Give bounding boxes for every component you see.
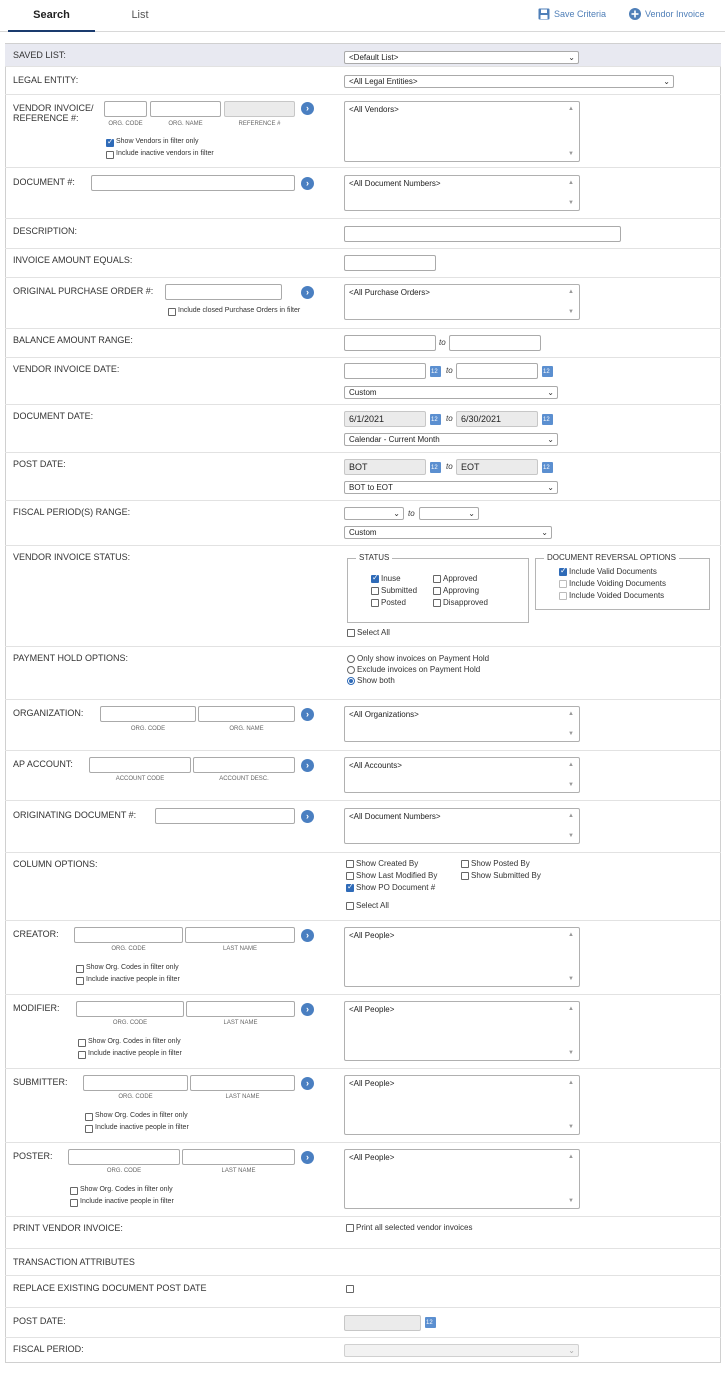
document-label: DOCUMENT #:	[13, 177, 75, 187]
creator-list-item: <All People>	[349, 931, 395, 940]
description-label: DESCRIPTION:	[13, 226, 78, 236]
scroll-down-icon: ▼	[568, 309, 574, 315]
vendor-list-item: <All Vendors>	[349, 105, 399, 114]
creator-show-codes-label: Show Org. Codes in filter only	[86, 964, 179, 971]
poster-label: POSTER:	[13, 1151, 53, 1161]
scroll-up-icon: ▲	[568, 1154, 574, 1160]
balance-from-input[interactable]	[344, 335, 436, 351]
add-circle-icon	[629, 8, 641, 20]
document-list-item: <All Document Numbers>	[349, 179, 441, 188]
include-voiding-label: Include Voiding Documents	[569, 579, 666, 588]
post-date-2-input[interactable]	[344, 1315, 421, 1331]
chevron-down-icon: ⌄	[541, 528, 548, 537]
scroll-down-icon: ▼	[568, 1124, 574, 1130]
exclude-hold-label: Exclude invoices on Payment Hold	[357, 665, 481, 674]
fiscal-preset-value: Custom	[349, 528, 377, 537]
poster-include-inactive-label: Include inactive people in filter	[80, 1198, 174, 1205]
account-code-input[interactable]	[89, 757, 191, 773]
scroll-down-icon: ▼	[568, 976, 574, 982]
show-po-doc-label: Show PO Document #	[356, 883, 436, 892]
org-name-sub: ORG. NAME	[229, 726, 264, 732]
originating-doc-input[interactable]	[155, 808, 295, 824]
originating-doc-label: ORIGINATING DOCUMENT #:	[13, 810, 137, 820]
reversal-legend: DOCUMENT REVERSAL OPTIONS	[544, 553, 679, 562]
status-select-all-label: Select All	[357, 628, 390, 637]
document-date-label: DOCUMENT DATE:	[13, 411, 94, 421]
include-inactive-vendors-checkbox[interactable]	[106, 151, 114, 159]
scroll-down-icon: ▼	[568, 782, 574, 788]
dd-preset-select[interactable]	[344, 433, 558, 446]
save-criteria-label: Save Criteria	[554, 9, 607, 19]
include-voiding-checkbox[interactable]	[559, 580, 567, 588]
submitter-include-inactive-label: Include inactive people in filter	[95, 1124, 189, 1131]
submitted-label: Submitted	[381, 586, 418, 595]
organization-label: ORGANIZATION:	[13, 708, 84, 718]
document-input[interactable]	[91, 175, 295, 191]
status-label: VENDOR INVOICE STATUS:	[13, 552, 131, 562]
show-submitted-by-checkbox[interactable]	[461, 872, 469, 880]
dd-preset-value: Calendar - Current Month	[349, 435, 440, 444]
chevron-down-icon: ⌄	[547, 388, 554, 397]
creator-include-inactive-label: Include inactive people in filter	[86, 976, 180, 983]
top-bar	[0, 0, 725, 32]
calendar-icon[interactable]	[430, 462, 441, 473]
vendor-invoice-label: Vendor Invoice	[645, 9, 705, 19]
organization-list[interactable]	[344, 706, 580, 742]
disapproved-label: Disapproved	[443, 598, 488, 607]
poster-org-code-sub: ORG. CODE	[106, 1168, 142, 1174]
balance-range-label: BALANCE AMOUNT RANGE:	[13, 335, 133, 345]
balance-to-label: to	[439, 338, 446, 347]
organization-list-item: <All Organizations>	[349, 710, 419, 719]
legal-entity-value: <All Legal Entities>	[349, 77, 418, 86]
dd-to-label: to	[446, 414, 453, 423]
post-date-2-label: POST DATE:	[13, 1316, 66, 1326]
scroll-down-icon: ▼	[568, 833, 574, 839]
include-closed-po-checkbox[interactable]	[168, 308, 176, 316]
ap-account-label: AP ACCOUNT:	[13, 759, 73, 769]
vendor-label-1: VENDOR INVOICE/	[13, 103, 94, 113]
document-list[interactable]	[344, 175, 580, 211]
scroll-down-icon: ▼	[568, 200, 574, 206]
show-submitted-by-label: Show Submitted By	[471, 871, 541, 880]
chevron-down-icon: ⌄	[547, 435, 554, 444]
show-modified-checkbox[interactable]	[346, 872, 354, 880]
chevron-down-icon: ⌄	[393, 509, 400, 518]
show-both-radio[interactable]	[347, 677, 355, 685]
include-inactive-vendors-label: Include inactive vendors in filter	[116, 150, 214, 157]
modifier-org-code-input[interactable]	[76, 1001, 184, 1017]
vendor-org-name-input[interactable]	[150, 101, 221, 117]
modifier-include-inactive-checkbox[interactable]	[78, 1051, 86, 1059]
chevron-down-icon: ⌄	[468, 509, 475, 518]
fiscal-period-select[interactable]	[344, 1344, 579, 1357]
scroll-up-icon: ▲	[568, 813, 574, 819]
print-label: PRINT VENDOR INVOICE:	[13, 1223, 123, 1233]
tab-search[interactable]: Search	[8, 0, 95, 32]
approved-checkbox[interactable]	[433, 575, 441, 583]
legal-entity-select[interactable]	[344, 75, 674, 88]
transaction-attributes-label: TRANSACTION ATTRIBUTES	[13, 1257, 135, 1267]
creator-label: CREATOR:	[13, 929, 59, 939]
originating-doc-go-icon[interactable]: ›	[301, 810, 314, 823]
submitter-show-codes-label: Show Org. Codes in filter only	[95, 1112, 188, 1119]
vid-from-input[interactable]	[344, 363, 426, 379]
tab-list[interactable]: List	[131, 9, 149, 21]
calendar-icon[interactable]	[542, 462, 553, 473]
scroll-down-icon: ▼	[568, 1198, 574, 1204]
save-criteria-link[interactable]	[538, 8, 606, 20]
submitter-list-item: <All People>	[349, 1079, 395, 1088]
calendar-icon[interactable]	[542, 366, 553, 377]
creator-show-codes-checkbox[interactable]	[76, 965, 84, 973]
vendor-org-code-input[interactable]	[104, 101, 147, 117]
include-valid-label: Include Valid Documents	[569, 567, 657, 576]
columns-select-all-checkbox[interactable]	[346, 902, 354, 910]
scroll-up-icon: ▲	[568, 1080, 574, 1086]
scroll-up-icon: ▲	[568, 1006, 574, 1012]
status-select-all-checkbox[interactable]	[347, 629, 355, 637]
pd-from-input[interactable]: BOT	[344, 459, 426, 475]
show-modified-label: Show Last Modified By	[356, 871, 438, 880]
creator-last-name-input[interactable]	[185, 927, 295, 943]
modifier-show-codes-label: Show Org. Codes in filter only	[88, 1038, 181, 1045]
dd-from-input[interactable]: 6/1/2021	[344, 411, 426, 427]
invoice-amount-label: INVOICE AMOUNT EQUALS:	[13, 255, 133, 265]
saved-list-label: SAVED LIST:	[13, 50, 66, 60]
vid-preset-value: Custom	[349, 388, 377, 397]
poster-go-icon[interactable]: ›	[301, 1151, 314, 1164]
scroll-up-icon: ▲	[568, 762, 574, 768]
saved-list-select[interactable]	[344, 51, 579, 64]
include-voided-label: Include Voided Documents	[569, 591, 665, 600]
print-all-label: Print all selected vendor invoices	[356, 1223, 473, 1232]
sub-org-code: ORG. CODE	[108, 121, 143, 127]
include-voided-checkbox[interactable]	[559, 592, 567, 600]
only-hold-label: Only show invoices on Payment Hold	[357, 654, 490, 663]
vendor-list[interactable]	[344, 101, 580, 162]
modifier-list[interactable]	[344, 1001, 580, 1061]
save-icon	[538, 8, 550, 20]
show-po-doc-checkbox[interactable]	[346, 884, 354, 892]
vid-preset-select[interactable]	[344, 386, 558, 399]
original-po-list-item: <All Purchase Orders>	[349, 288, 430, 297]
description-input[interactable]	[344, 226, 621, 242]
approving-checkbox[interactable]	[433, 587, 441, 595]
fiscal-preset-select[interactable]	[344, 526, 552, 539]
org-code-input[interactable]	[100, 706, 196, 722]
vid-to-input[interactable]	[456, 363, 538, 379]
organization-go-icon[interactable]: ›	[301, 708, 314, 721]
document-go-icon[interactable]: ›	[301, 177, 314, 190]
org-code-sub: ORG. CODE	[130, 726, 166, 732]
submitter-go-icon[interactable]: ›	[301, 1077, 314, 1090]
scroll-up-icon: ▲	[568, 289, 574, 295]
only-hold-radio[interactable]	[347, 655, 355, 663]
posted-checkbox[interactable]	[371, 599, 379, 607]
replace-post-date-checkbox[interactable]	[346, 1285, 354, 1293]
modifier-org-code-sub: ORG. CODE	[112, 1020, 148, 1026]
account-desc-sub: ACCOUNT DESC.	[219, 776, 269, 782]
modifier-last-name-input[interactable]	[186, 1001, 295, 1017]
submitter-show-codes-checkbox[interactable]	[85, 1113, 93, 1121]
post-date-label: POST DATE:	[13, 459, 66, 469]
disapproved-checkbox[interactable]	[433, 599, 441, 607]
poster-list[interactable]	[344, 1149, 580, 1209]
scroll-down-icon: ▼	[568, 731, 574, 737]
vendor-label-2: REFERENCE #:	[13, 113, 79, 123]
fiscal-from-select[interactable]	[344, 507, 404, 520]
sub-reference: REFERENCE #	[238, 121, 281, 127]
scroll-up-icon: ▲	[568, 180, 574, 186]
pd-preset-select[interactable]	[344, 481, 558, 494]
chevron-down-icon: ⌄	[568, 1346, 575, 1355]
ap-account-go-icon[interactable]: ›	[301, 759, 314, 772]
creator-include-inactive-checkbox[interactable]	[76, 977, 84, 985]
replace-post-date-label: REPLACE EXISTING DOCUMENT POST DATE	[13, 1283, 207, 1293]
show-vendors-checkbox[interactable]	[106, 139, 114, 147]
show-created-label: Show Created By	[356, 859, 419, 868]
poster-org-code-input[interactable]	[68, 1149, 180, 1165]
scroll-up-icon: ▲	[568, 711, 574, 717]
inuse-label: Inuse	[381, 574, 401, 583]
original-po-go-icon[interactable]: ›	[301, 286, 314, 299]
modifier-show-codes-checkbox[interactable]	[78, 1039, 86, 1047]
modifier-list-item: <All People>	[349, 1005, 395, 1014]
sub-org-name: ORG. NAME	[168, 121, 203, 127]
submitter-label: SUBMITTER:	[13, 1077, 68, 1087]
modifier-include-inactive-label: Include inactive people in filter	[88, 1050, 182, 1057]
chevron-down-icon: ⌄	[568, 53, 575, 62]
show-posted-by-label: Show Posted By	[471, 859, 530, 868]
status-legend: STATUS	[356, 553, 392, 562]
creator-list[interactable]	[344, 927, 580, 987]
vendor-reference-input[interactable]	[224, 101, 295, 117]
payment-hold-label: PAYMENT HOLD OPTIONS:	[13, 653, 129, 663]
poster-list-item: <All People>	[349, 1153, 395, 1162]
saved-list-value: <Default List>	[349, 53, 399, 62]
calendar-icon[interactable]	[425, 1317, 436, 1328]
ap-account-list-item: <All Accounts>	[349, 761, 402, 770]
modifier-last-name-sub: LAST NAME	[223, 1020, 258, 1026]
balance-to-input[interactable]	[449, 335, 541, 351]
invoice-amount-input[interactable]	[344, 255, 436, 271]
calendar-icon[interactable]	[430, 414, 441, 425]
scroll-down-icon: ▼	[568, 1050, 574, 1056]
poster-show-codes-label: Show Org. Codes in filter only	[80, 1186, 173, 1193]
scroll-down-icon: ▼	[568, 151, 574, 157]
show-posted-by-checkbox[interactable]	[461, 860, 469, 868]
creator-org-code-input[interactable]	[74, 927, 183, 943]
vid-to-label: to	[446, 366, 453, 375]
approved-label: Approved	[443, 574, 478, 583]
calendar-icon[interactable]	[542, 414, 553, 425]
creator-org-code-sub: ORG. CODE	[111, 946, 146, 952]
account-code-sub: ACCOUNT CODE	[115, 776, 165, 782]
vendor-go-icon[interactable]: ›	[301, 102, 314, 115]
submitter-org-code-sub: ORG. CODE	[118, 1094, 153, 1100]
pd-to-label: to	[446, 462, 453, 471]
submitter-include-inactive-checkbox[interactable]	[85, 1125, 93, 1133]
submitter-org-code-input[interactable]	[83, 1075, 188, 1091]
fiscal-to-select[interactable]	[419, 507, 479, 520]
dd-to-input[interactable]: 6/30/2021	[456, 411, 538, 427]
modifier-label: MODIFIER:	[13, 1003, 60, 1013]
original-po-input[interactable]	[165, 284, 282, 300]
modifier-go-icon[interactable]: ›	[301, 1003, 314, 1016]
ap-account-list[interactable]	[344, 757, 580, 793]
posted-label: Posted	[381, 598, 406, 607]
pd-to-input[interactable]: EOT	[456, 459, 538, 475]
include-valid-checkbox[interactable]	[559, 568, 567, 576]
originating-doc-list-item: <All Document Numbers>	[349, 812, 441, 821]
creator-go-icon[interactable]: ›	[301, 929, 314, 942]
poster-last-name-sub: LAST NAME	[221, 1168, 256, 1174]
poster-include-inactive-checkbox[interactable]	[70, 1199, 78, 1207]
poster-last-name-input[interactable]	[182, 1149, 295, 1165]
scroll-up-icon: ▲	[568, 932, 574, 938]
columns-select-all-label: Select All	[356, 901, 389, 910]
fiscal-period-label: FISCAL PERIOD:	[13, 1344, 84, 1354]
show-vendors-label: Show Vendors in filter only	[116, 138, 199, 145]
creator-last-name-sub: LAST NAME	[223, 946, 257, 952]
vendor-invoice-date-label: VENDOR INVOICE DATE:	[13, 364, 120, 374]
scroll-up-icon: ▲	[568, 106, 574, 112]
fiscal-to-label: to	[408, 509, 415, 518]
exclude-hold-radio[interactable]	[347, 666, 355, 674]
vendor-invoice-link[interactable]	[629, 8, 705, 20]
calendar-icon[interactable]	[430, 366, 441, 377]
chevron-down-icon: ⌄	[663, 77, 670, 86]
submitter-last-name-sub: LAST NAME	[225, 1094, 260, 1100]
account-desc-input[interactable]	[193, 757, 295, 773]
show-both-label: Show both	[357, 676, 395, 685]
include-closed-po-label: Include closed Purchase Orders in filter	[178, 307, 301, 314]
original-po-list[interactable]	[344, 284, 580, 320]
print-all-checkbox[interactable]	[346, 1224, 354, 1232]
submitter-list[interactable]	[344, 1075, 580, 1135]
approving-label: Approving	[443, 586, 480, 595]
pd-preset-value: BOT to EOT	[349, 483, 393, 492]
chevron-down-icon: ⌄	[547, 483, 554, 492]
org-name-input[interactable]	[198, 706, 295, 722]
submitted-checkbox[interactable]	[371, 587, 379, 595]
poster-show-codes-checkbox[interactable]	[70, 1187, 78, 1195]
originating-doc-list[interactable]	[344, 808, 580, 844]
show-created-checkbox[interactable]	[346, 860, 354, 868]
inuse-checkbox[interactable]	[371, 575, 379, 583]
original-po-label: ORIGINAL PURCHASE ORDER #:	[13, 286, 154, 296]
column-options-label: COLUMN OPTIONS:	[13, 859, 98, 869]
fiscal-range-label: FISCAL PERIOD(S) RANGE:	[13, 507, 131, 517]
submitter-last-name-input[interactable]	[190, 1075, 295, 1091]
legal-entity-label: LEGAL ENTITY:	[13, 75, 79, 85]
